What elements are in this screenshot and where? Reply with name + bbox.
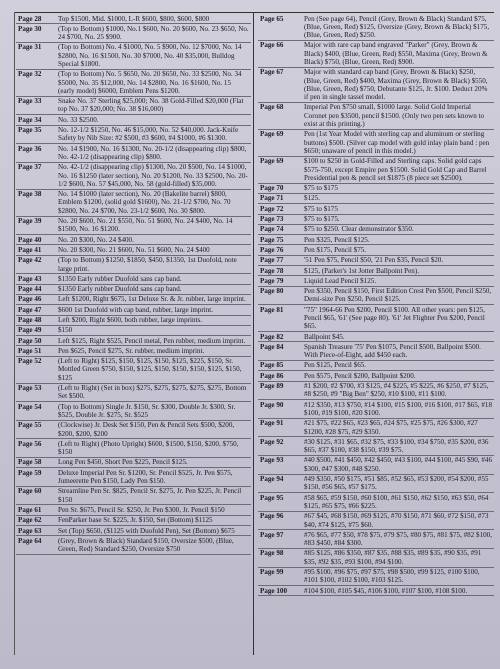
- price-entry: [16, 274, 251, 284]
- price-text: Streamline Pen Sr. $825, Pencil Sr. $275, Jr. Pen $225, Jr. Pencil $150: [58, 487, 242, 504]
- price-text: No. 14 $1900, No. 16 $1300, No. 20-1/2 (disappearing clip) $800, No. 42-1/2 (disappearing clip) $800.: [58, 144, 247, 161]
- price-entry: [258, 456, 494, 475]
- price-entry: [16, 14, 251, 24]
- price-text: (Top to Bottom) $1250, $1850, $450, $1350, 1st Duofold, note large print.: [58, 256, 237, 273]
- price-entry: [258, 103, 494, 130]
- price-entry: [16, 144, 251, 163]
- price-entry: [16, 285, 251, 295]
- price-entry: [258, 512, 494, 531]
- price-entry: [258, 361, 494, 371]
- price-entry: [258, 225, 494, 235]
- page-number: Page 46: [18, 295, 42, 304]
- page-number: Page 82: [260, 332, 284, 341]
- page-number: Page 38: [18, 190, 42, 199]
- page-number: Page 35: [18, 126, 42, 135]
- price-text: #21 $75, #22 $65, #23 $65, #24 $75, #25 $75, #26 $300, #27 $1200, #28 $75, #29 $350.: [304, 419, 478, 436]
- price-entry: [16, 326, 251, 336]
- price-entry: [258, 235, 494, 245]
- price-entry: [16, 97, 251, 116]
- price-text: Pen $350, Pencil $150, First Edition Crest Pen $500, Pencil $250, Demi-size Pen $250, Pencil $125.: [304, 287, 492, 304]
- price-entry: [16, 357, 251, 384]
- page-number: Page 43: [18, 274, 42, 283]
- price-text: Pen (1st Year Model with sterling cap and aluminum or sterling buttons) $500. (Silver cap model with gold inlay plain band : pen $650; unaware of pencil in this model.): [304, 130, 490, 155]
- page-number: Page 94: [260, 475, 284, 484]
- price-entry: [258, 332, 494, 342]
- price-text: "75" 1964-66 Pen $200, Pencil $100. All other years: pen $125, Pencil $65, '61' (See page 80). '61' Jet Flighter Pen $200, Pencil $65.: [304, 305, 485, 331]
- price-text: #85 $125, #86 $350, #87 $35, #88 $35, #89 $35, #90 $35, #91 $35, #92 $35, #93 $100, #94 $100.: [304, 549, 482, 566]
- price-text: $75 to $175.: [304, 215, 340, 224]
- page-number: Page 36: [18, 144, 42, 153]
- page-number: Page 98: [260, 549, 284, 558]
- page-number: Page 61: [18, 505, 42, 514]
- page-number: Page 30: [18, 24, 42, 33]
- price-entry: [258, 157, 494, 184]
- price-entry: [258, 256, 494, 266]
- page-number: Page 58: [18, 458, 42, 467]
- price-text: (Left to Right) (Photo Upright) $600, $1500, $150, $200, $750, $150: [58, 439, 239, 457]
- page-number: Page 67: [260, 68, 284, 77]
- page-number: Page 66: [260, 41, 284, 50]
- price-entry: [258, 266, 494, 276]
- page-number: Page 93: [260, 456, 284, 465]
- price-entry: [258, 568, 494, 587]
- price-entry: [16, 316, 251, 326]
- price-entry: [258, 194, 494, 204]
- page-number: Page 74: [260, 225, 284, 234]
- price-entry: [16, 70, 251, 97]
- price-entry: [258, 14, 494, 41]
- price-text: Pen (See page 64), Pencil (Grey, Brown & Black) Standard $75, (Blue, Green, Red) $125, Oversize (Grey, Brown & Black) $175, (Blue, Green, Red) $250.: [304, 14, 490, 40]
- price-text: $125, (Parker's 1st Jotter Ballpoint Pen).: [304, 266, 419, 275]
- page-number: Page 79: [260, 276, 284, 285]
- price-entry: [258, 475, 494, 494]
- page-number: Page 54: [18, 402, 42, 411]
- price-entry: [16, 505, 251, 515]
- page-number: Page 63: [18, 526, 42, 535]
- price-text: $75 to $250. Clear demonstrator $350.: [304, 225, 414, 234]
- price-entry: [258, 41, 494, 68]
- page-number: Page 70: [260, 184, 284, 193]
- price-text: #30 $125, #31 $65, #32 $75, #33 $100, #34 $750, #35 $200, #36 $65, #37 $100, #38 $150, #39 $75.: [304, 437, 489, 455]
- page-number: Page 91: [260, 419, 284, 428]
- price-text: '51 Pen $75, Pencil $50, '21 Pen $35, Pencil $20.: [304, 256, 444, 265]
- page-number: Page 84: [260, 342, 284, 351]
- page-number: Page 95: [260, 493, 284, 502]
- price-text: (Left to Right) $125, $150, $125, $150, $125, $225, $150, Sr. Mottled Green $750, $150, $125, $150, $150, $150, $125, $150, $125: [58, 357, 242, 382]
- left-column: [16, 14, 251, 651]
- price-text: #40 $500, #41 $450, #42 $450, #43 $100, #44 $100, #45 $90, #46 $300, #47 $300, #48 $250.: [304, 456, 492, 473]
- page-number: Page 73: [260, 215, 284, 224]
- price-text: Snake No. 37 Sterling $25,000; No. 38 Gold-Filled $20,000 (Flat top No. 37 $20,000; No. 38 $16,000): [58, 97, 244, 114]
- price-entry: [16, 346, 251, 356]
- price-text: Pen Sr. $675, Pencil Sr. $250, Jr. Pen $300, Jr. Pencil $150: [58, 505, 225, 514]
- price-entry: [16, 516, 251, 526]
- price-text: Set (Top) $650, ($1125 with Duofold Pen), Set (Bottom) $675: [58, 526, 235, 535]
- page-number: Page 85: [260, 361, 284, 370]
- price-text: No. 33 $2500.: [58, 115, 99, 124]
- price-entry: [16, 487, 251, 506]
- page-number: Page 96: [260, 512, 284, 521]
- price-entry: [258, 305, 494, 332]
- page-number: Page 76: [260, 245, 284, 254]
- price-text: No. 20 $600, No. 21 $550, No. 51 $600, No. 24 $400, No. 14 $1500, No. 16 $1200.: [58, 217, 233, 234]
- price-entry: [16, 115, 251, 125]
- price-text: $75 to $175: [304, 184, 338, 193]
- page-number: Page 44: [18, 285, 42, 294]
- price-entry: [16, 256, 251, 275]
- page-number: Page 90: [260, 400, 284, 409]
- page-number: Page 77: [260, 256, 284, 265]
- price-text: $100 to $250 in Gold-Filled and Sterling caps. Solid gold caps $575-750, except Empire pen $1500. Solid Gold Cap and Barrel Presidential pen & pencil set $1875 (8 piece set $2500).: [304, 157, 487, 182]
- price-text: Liquid Lead Pencil $125.: [304, 276, 377, 285]
- price-entry: [258, 419, 494, 438]
- page-number: Page 99: [260, 568, 284, 577]
- price-entry: [258, 68, 494, 103]
- page-number: Page 62: [18, 516, 42, 525]
- page-number: Page 37: [18, 163, 42, 172]
- price-text: FenParker base Sr. $225, Jr. $150, Set (Bottom) $1125: [58, 516, 213, 525]
- right-column: [258, 14, 494, 651]
- price-entry: [258, 287, 494, 306]
- page-number: Page 55: [18, 421, 42, 430]
- price-entry: [258, 549, 494, 568]
- page-number: Page 86: [260, 371, 284, 380]
- price-text: $600 1st Duofold with cap band, rubber, large imprint.: [58, 305, 214, 314]
- page-number: Page 81: [260, 305, 284, 314]
- page-number: Page 52: [18, 357, 42, 366]
- price-text: Imperial Pen $750 small, $1000 large. Solid Gold Imperial Coronet pen $3500, pencil $1500. (Only two pen sets known to exist at this printing.): [304, 103, 485, 129]
- price-entry: [258, 371, 494, 381]
- page-number: Page 41: [18, 245, 42, 254]
- price-entry: [258, 530, 494, 549]
- page-number: Page 40: [18, 235, 42, 244]
- price-entry: [16, 458, 251, 468]
- price-text: #58 $65, #59 $150, #60 $100, #61 $150, #62 $150, #63 $50, #64 $125, #65 $75, #66 $225.: [304, 493, 489, 510]
- price-text: Pen $325, Pencil $125.: [304, 235, 370, 244]
- price-entry: [258, 342, 494, 361]
- page-number: Page 47: [18, 305, 42, 314]
- price-entry: [16, 126, 251, 145]
- page-number: Page 89: [260, 382, 284, 391]
- price-text: $75 to $175: [304, 204, 338, 213]
- price-text: $125.: [304, 194, 320, 203]
- page-number: Page 42: [18, 256, 42, 265]
- price-text: Long Pen $450, Short Pen $225, Pencil $125.: [58, 458, 188, 467]
- page-number: Page 64: [18, 536, 42, 545]
- page-number: Page 59: [18, 468, 42, 477]
- price-entry: [16, 305, 251, 315]
- price-text: #95 $100, #96 $75, #97 $75, #98 $500, #99 $125, #100 $100, #101 $100, #102 $100, #103 $125.: [304, 568, 480, 585]
- price-entry: [16, 24, 251, 43]
- price-text: Pen $125, Pencil $65.: [304, 361, 367, 370]
- price-text: $1350 Early rubber Duofold sans cap band.: [58, 274, 182, 283]
- page-number: Page 78: [260, 266, 284, 275]
- price-text: Deluxe Imperial Pen Sr. $1200, Sr. Pencil $525, Jr. Pen $575, Jumeerette Pen $150, Lady Pen $150.: [58, 468, 233, 486]
- price-text: #76 $65, #77 $50, #78 $75, #79 $75, #80 $75, #81 $75, #82 $100, #83 $450, #84 $300.: [304, 530, 492, 548]
- price-entry: [16, 245, 251, 255]
- price-entry: [16, 384, 251, 403]
- page-number: Page 75: [260, 235, 284, 244]
- page-number: Page 50: [18, 336, 42, 345]
- price-text: Major with rare cap band engraved "Parker" (Grey, Brown & Black) $400, (Blue, Green, Red) $550, Maxima (Grey, Brown & Black) $750, (Blue, Green, Red) $900.: [304, 41, 488, 66]
- price-text: Left $1200, Right $675, 1st Deluxe Sr. & Jr. rubber, large imprint.: [58, 295, 246, 304]
- price-text: No. 42-1/2 (disappearing clip) $1300, No. 20 $500, No. 14 $1000, No. 16 $1250 (later section), No. 20 $1200, No. 33 $2500, No. 20-1/2 $600, No. 57 $45,000, No. 58 (gold-filled) $35,000.: [58, 163, 248, 188]
- price-text: (Top to Bottom) No. 4 $1000, No. 5 $900, No. 12 $7000, No. 14 $2800, No. 16 $1500, No. 30 $7000, No. 40 $35,000, Bulldog Special $1800.: [58, 43, 242, 68]
- price-text: Pen $575, Pencil $200, Ballpoint $200.: [304, 371, 416, 380]
- page-number: Page 48: [18, 316, 42, 324]
- price-entry: [16, 190, 251, 217]
- price-text: (Top to Bottom) $1000, No.1 $600, No. 20 $600, No. 23 $650, No. 24 $700, No. 25 $900.: [58, 24, 249, 42]
- price-entry: [258, 204, 494, 214]
- price-text: $150: [58, 326, 73, 335]
- price-entry: [16, 536, 251, 555]
- left-rule: [14, 12, 15, 655]
- price-text: No. 14 $1000 (later section), No. 20 (Bakelite barrel) $800, Emblem $1200, (solid gold $1600), No. 21-1/2 $700, No. 70 $2800, No. 24 $700, No. 23-1/2 $600, No. 30 $800.: [58, 190, 231, 215]
- page-number: Page 69: [260, 157, 284, 166]
- price-entry: [16, 439, 251, 458]
- price-entry: [16, 295, 251, 305]
- price-text: #12 $350, #13 $750, #14 $100, #15 $100, #16 $100, #17 $65, #18 $100, #19 $100, #20 $100.: [304, 400, 492, 417]
- page-number: Page 100: [260, 586, 287, 595]
- price-entry: [16, 43, 251, 70]
- page-number: Page 65: [260, 14, 284, 23]
- page-number: Page 28: [18, 14, 42, 23]
- price-text: #1 $200, #2 $700, #3 $125, #4 $225, #5 $225, #6 $250, #7 $125, #8 $250, #9 "Big Ben" $250, #10 $100, #11 $100.: [304, 382, 489, 399]
- page-number: Page 80: [260, 287, 284, 296]
- page-number: Page 71: [260, 194, 284, 203]
- price-entry: [16, 217, 251, 236]
- page-number: Page 72: [260, 204, 284, 213]
- price-entry: [16, 526, 251, 536]
- page-number: Page 49: [18, 326, 42, 335]
- page-number: Page 92: [260, 437, 284, 446]
- column-divider: [253, 12, 254, 655]
- price-text: (Clockwise) Jr. Desk Set $150, Pen & Pencil Sets $500, $200, $200, $200, $200: [58, 421, 235, 438]
- price-text: Major with standard cap band (Grey, Brown & Black) $250, (Blue, Green, Red) $400, Maxima (Grey, Brown & Black) $550, (Blue, Green, Red) $750, Debutante $125, Jr. $100. Deduct 20% if pen in single tassel model.: [304, 68, 488, 102]
- price-entry: [16, 235, 251, 245]
- page-number: Page 32: [18, 70, 42, 79]
- price-entry: [16, 402, 251, 421]
- price-text: #104 $100, #105 $45, #106 $100, #107 $100, #108 $100.: [304, 586, 468, 595]
- price-entry: [258, 184, 494, 194]
- page-number: Page 33: [18, 97, 42, 106]
- price-entry: [258, 276, 494, 286]
- price-entry: [16, 336, 251, 346]
- price-entry: [16, 163, 251, 190]
- price-text: Pen $175, Pencil $75.: [304, 245, 367, 254]
- price-text: #67 $45, #68 $150, #69 $125, #70 $150, #71 $60, #72 $150, #73 $40, #74 $125, #75 $60.: [304, 512, 489, 529]
- price-entry: [258, 130, 494, 157]
- price-text: (Top to Bottom) No. 5 $650, No. 20 $650, No. 33 $2500, No. 34 $5000, No. 35 $12,000, No. 14 $2800, No. 16 $1600, No. 15 (early model) $6000, Emblem Pens $1200.: [58, 70, 242, 95]
- price-entry: [258, 586, 494, 596]
- page-number: Page 69: [260, 130, 284, 139]
- price-text: (Grey, Brown & Black) Standard $150, Oversize $500, (Blue, Green, Red) Standard $250, Oversize $750: [58, 536, 234, 554]
- price-text: Pen $625, Pencil $275, Sr. rubber, medium imprint.: [58, 346, 205, 355]
- price-entry: [16, 468, 251, 487]
- price-entry: [258, 400, 494, 419]
- price-text: Left $200, Right $600, both rubber, large imprints.: [58, 316, 203, 324]
- price-text: (Left to Right) (Set in box) $275, $275, $275, $275, $275, Bottom Set $500.: [58, 384, 247, 401]
- price-text: Ballpoint $45.: [304, 332, 345, 341]
- page-number: Page 51: [18, 346, 42, 355]
- top-rule: [14, 12, 494, 13]
- price-text: $1350 Early rubber Duofold sans cap band.: [58, 285, 182, 294]
- page-number: Page 56: [18, 439, 42, 448]
- price-text: #49 $350, #50 $175, #51 $85, #52 $65, #53 $200, #54 $200, #55 $150, #56 $65, #57 $175.: [304, 475, 489, 492]
- page-number: Page 97: [260, 530, 284, 539]
- price-entry: [258, 437, 494, 456]
- price-entry: [258, 493, 494, 512]
- price-text: No. 20 $300, No. 24 $400.: [58, 235, 134, 244]
- price-text: No. 20 $300, No. 21 $600, No. 51 $600, No. 24 $400: [58, 245, 210, 254]
- price-entry: [258, 215, 494, 225]
- price-entry: [16, 421, 251, 440]
- page-number: Page 34: [18, 115, 42, 124]
- page-number: Page 68: [260, 103, 284, 112]
- page-number: Page 39: [18, 217, 42, 226]
- price-text: Left $125, Right $525, Pencil metal, Pen rubber, medium imprint.: [58, 336, 246, 345]
- page-number: Page 31: [18, 43, 42, 52]
- price-text: Top $1500, Mid. $1000, L-R $600, $800, $600, $800: [58, 14, 210, 23]
- page-number: Page 53: [18, 384, 42, 393]
- price-text: Spanish Treasure '75' Pen $1075, Pencil $500, Ballpoint $500. With Piece-of-Eight, add $450 each.: [304, 342, 481, 360]
- price-entry: [258, 245, 494, 255]
- price-entry: [258, 382, 494, 401]
- price-text: No. 12-1/2 $1250, No. 46 $15,000, No. 52 $40,000. Jack-Knife Safety by Nib Size: #2 $500, #3 $600, #4 $1000, #6 $1300.: [58, 126, 239, 143]
- page-number: Page 60: [18, 487, 42, 496]
- price-text: (Top to Bottom) Single Jr. $150, Sr. $300, Double Jr. $300, Sr. $525, Double Jr. $275, Sr. $525: [58, 402, 236, 419]
